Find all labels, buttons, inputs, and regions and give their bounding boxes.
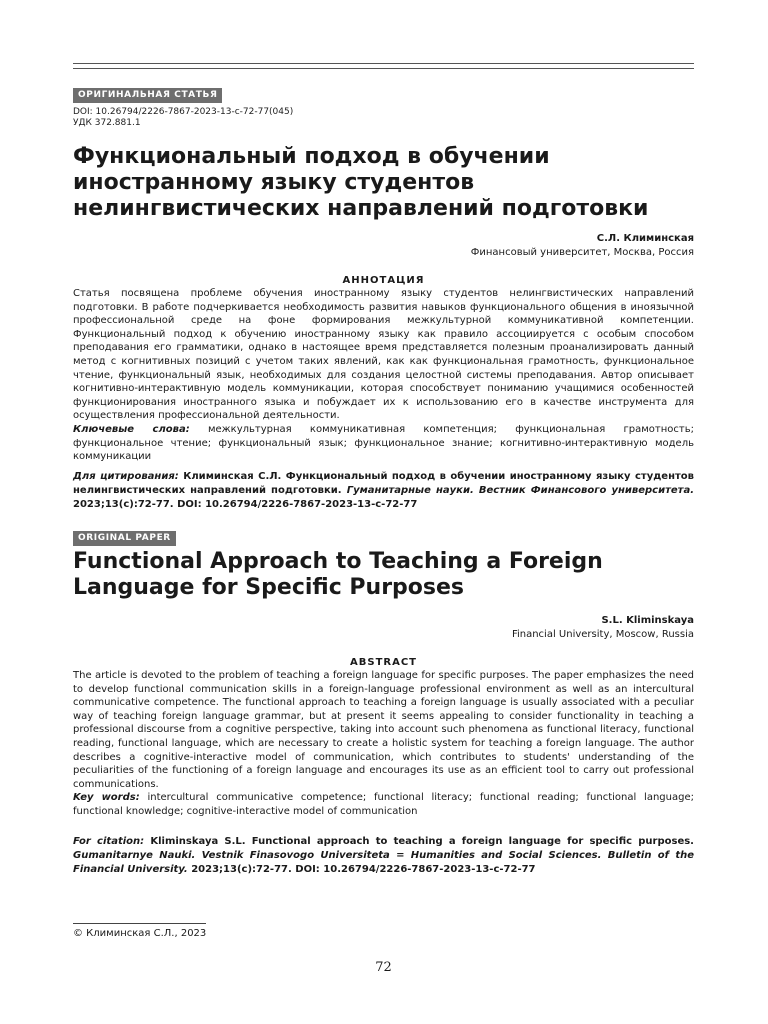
ru-abstract-heading: АННОТАЦИЯ bbox=[342, 275, 425, 286]
header-rule bbox=[73, 63, 694, 69]
page-number: 72 bbox=[375, 960, 392, 975]
ru-udk: УДК 372.881.1 bbox=[73, 118, 141, 128]
en-title: Functional Approach to Teaching a Foreign Language for Specific Purposes bbox=[73, 549, 603, 600]
ru-title: Функциональный подход в обучении иностранному языку студентов нелингвистических направлений подготовки bbox=[73, 144, 649, 221]
en-affiliation: Financial University, Moscow, Russia bbox=[511, 629, 694, 640]
en-keywords bbox=[73, 791, 694, 818]
ru-author: С.Л. Климинская bbox=[596, 233, 694, 244]
ru-abstract-text: Статья посвящена проблеме обучения иностранному языку студентов нелингвистических направлений подготовки. В работе подчеркивается необходимость развития навыков функционального общения в иноязычной профессиональной среде на фоне формирования межкультурной коммуникативной компетенции. Функциональный подход к обучению иностранному языку как правило ассоциируется с особым способом преподавания его грамматики, однако в настоящее время представляется полезным проанализировать данный метод с когнитивных позиций с учетом таких явлений, как как функциональная грамотность, функциональное чтение, функциональный язык, необходимых для создания целостной системы преподавания. Автор описывает когнитивно-интерактивную модель коммуникации, которая способствует пониманию учащимися особенностей функционирования иностранного языка и побуждает их к использованию его в качестве инструмента для осуществления профессиональной деятельности. bbox=[73, 288, 694, 422]
en-keywords-text: intercultural communicative competence; functional literacy; functional reading; functional language; functional knowledge; cognitive-interactive model of communication bbox=[73, 792, 694, 817]
ru-keywords-text: межкультурная коммуникативная компетенция; функциональная грамотность; функциональное чтение; функциональный язык; функциональное знание; когнитивно-интерактивную модель коммуникации bbox=[73, 423, 694, 463]
en-citation-label: For citation: bbox=[73, 836, 145, 847]
ru-keywords bbox=[73, 423, 694, 464]
ru-citation bbox=[73, 470, 694, 512]
footnote-rule bbox=[73, 923, 206, 924]
copyright-notice: © Климинская С.Л., 2023 bbox=[73, 928, 207, 939]
en-abstract-heading: ABSTRACT bbox=[350, 657, 417, 668]
ru-citation-tail: 2023;13(c):72-77. DOI: 10.26794/2226-7867-2023-13-c-72-77 bbox=[73, 499, 418, 510]
ru-doi: DOI: 10.26794/2226-7867-2023-13-c-72-77(045) bbox=[73, 107, 294, 117]
ru-affiliation: Финансовый университет, Москва, Россия bbox=[470, 247, 694, 258]
en-article-type-badge: ORIGINAL PAPER bbox=[73, 531, 176, 546]
en-author: S.L. Kliminskaya bbox=[601, 615, 694, 626]
en-citation-journal: Gumanitarnye Nauki. Vestnik Finasovogo Universiteta = Humanities and Social Sciences. Bulletin of the Financial University. bbox=[73, 850, 694, 875]
en-keywords-label: Key words: bbox=[73, 792, 140, 804]
en-citation-tail: 2023;13(c):72-77. DOI: 10.26794/2226-7867-2023-13-c-72-77 bbox=[191, 864, 536, 875]
en-abstract-text: The article is devoted to the problem of teaching a foreign language for specific purposes. The paper emphasizes the need to develop functional communication skills in a foreign-language professional environment as well as an intercultural communicative competence. The functional approach to teaching a foreign language is usually associated with a peculiar way of teaching foreign language grammar, but at present it seems appealing to consider functionality in teaching a professional discourse from a cognitive perspective, taking into account such phenomena as functional literacy, functional reading, functional language, which are necessary to create a holistic system for teaching a foreign language. The author describes a cognitive-interactive model of communication, which contributes to students' understanding of the peculiarities of the functioning of a foreign language and encourages its use as an efficient tool to carry out professional communications. bbox=[73, 670, 694, 790]
ru-citation-journal: Гуманитарные науки. Вестник Финансового университета. bbox=[346, 485, 695, 496]
ru-citation-label: Для цитирования: bbox=[73, 471, 179, 482]
ru-citation-main: Климинская С.Л. Функциональный подход в обучении иностранному языку студентов нелингвистических направлений подготовки. bbox=[73, 471, 694, 496]
ru-keywords-label: Ключевые слова: bbox=[73, 423, 190, 435]
en-citation-main: Kliminskaya S.L. Functional approach to teaching a foreign language for specific purposes. bbox=[150, 836, 694, 847]
en-citation bbox=[73, 835, 694, 877]
ru-article-type-badge: ОРИГИНАЛЬНАЯ СТАТЬЯ bbox=[73, 88, 222, 103]
